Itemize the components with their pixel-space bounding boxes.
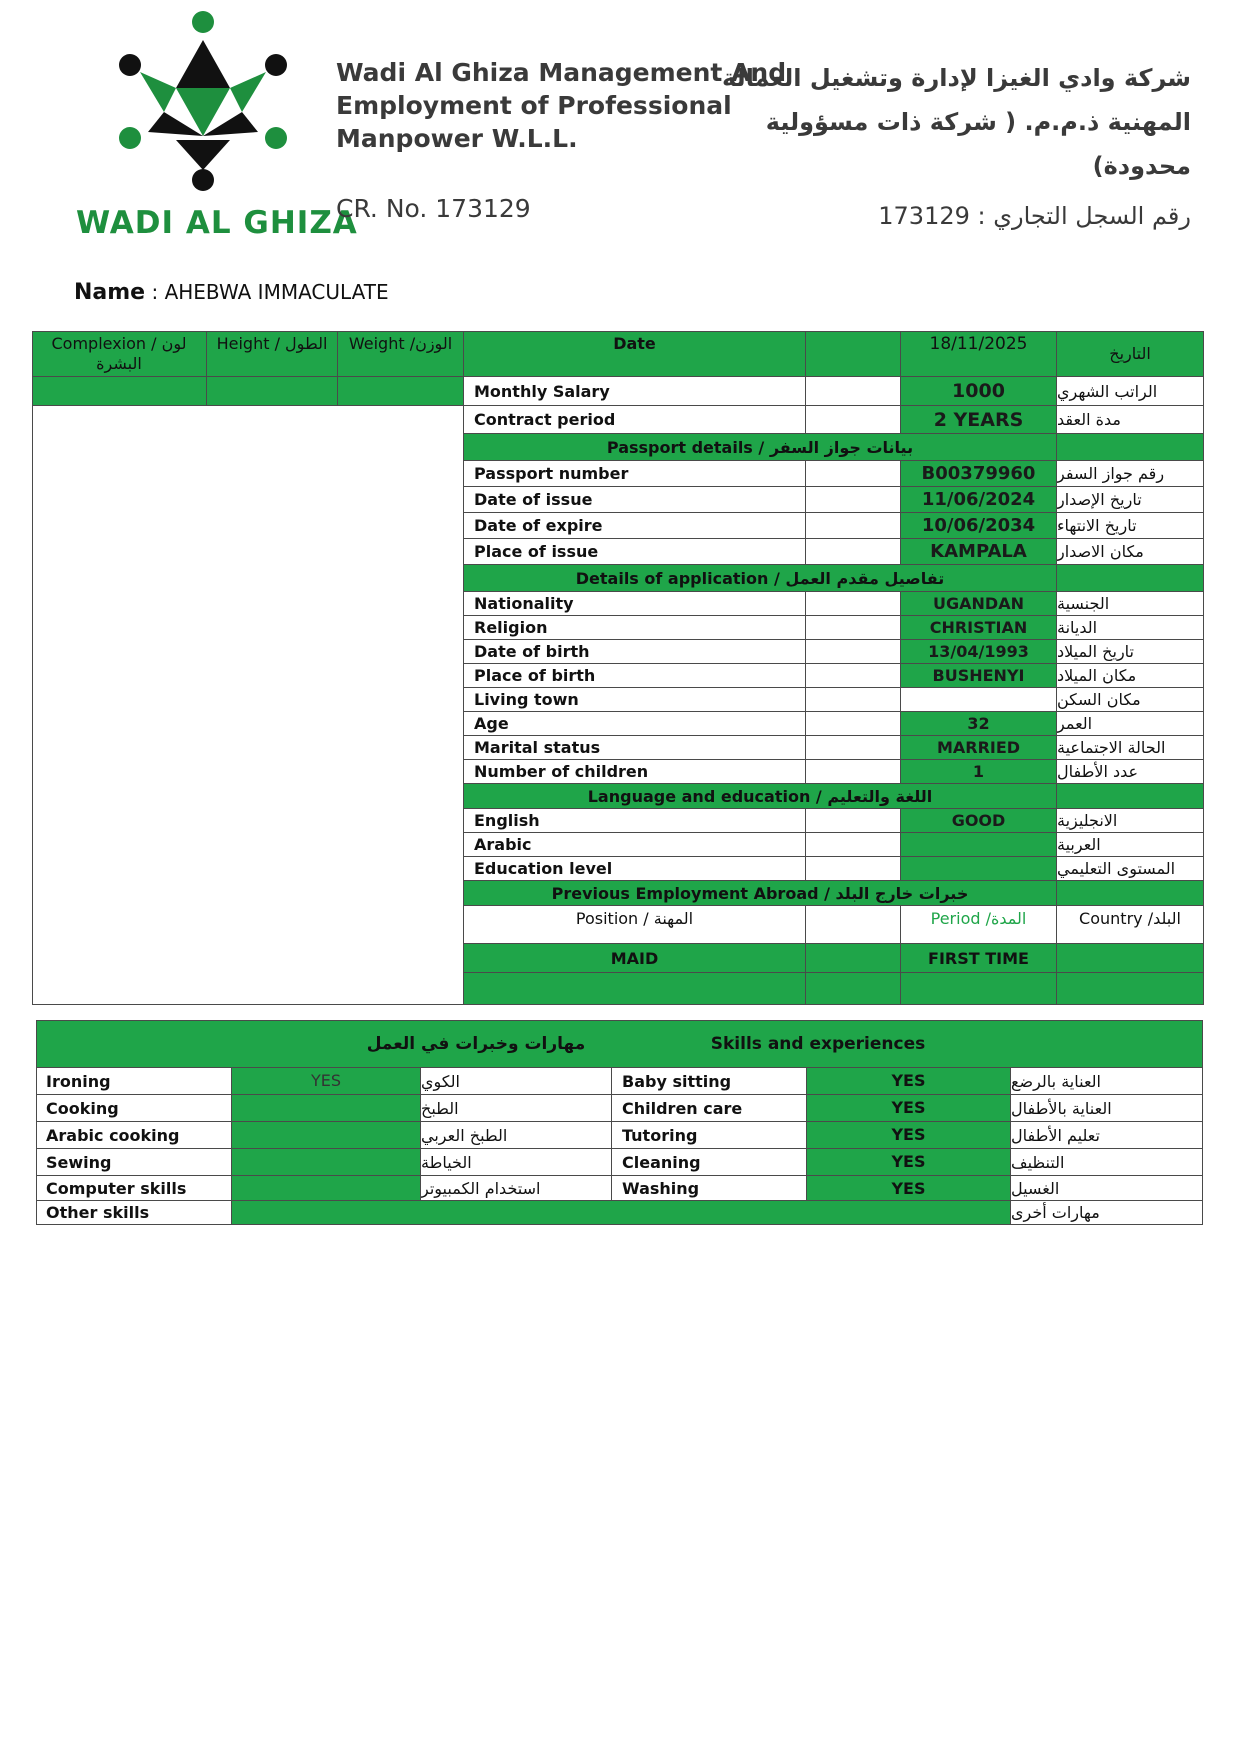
skill-label-ar: الطبخ العربي [421,1122,612,1149]
period-header: Period /المدة [901,906,1057,944]
passport-row-label-ar: تاريخ الإصدار [1057,487,1204,513]
skill-label: Cleaning [612,1149,807,1176]
application-row-value: BUSHENYI [901,664,1057,688]
application-row-label-ar: عدد الأطفال [1057,760,1204,784]
empty-row-cell [806,973,901,1005]
skill-label: Cooking [36,1095,232,1122]
application-row-spacer [806,688,901,712]
company-logo-icon [118,10,288,210]
application-row-label-ar: الديانة [1057,616,1204,640]
language-row-value: GOOD [901,809,1057,833]
employment-value-spacer [806,944,901,973]
passport-row-label: Date of issue [464,487,806,513]
company-name-ar-line: شركة وادي الغيزا لإدارة وتشغيل العمالة [722,64,1191,92]
language-row-value [901,857,1057,881]
passport-section-title: Passport details / بيانات جواز السفر [464,434,1057,461]
passport-row-label: Date of expire [464,513,806,539]
employment-section-spacer [1057,881,1204,906]
passport-row-spacer [806,513,901,539]
language-row-spacer [806,809,901,833]
photo-cell [32,406,464,1005]
other-skills-label: Other skills [36,1201,232,1225]
passport-row-label-ar: تاريخ الانتهاء [1057,513,1204,539]
skill-value: YES [807,1176,1011,1201]
company-name-ar-line: محدودة) [1092,152,1191,180]
skill-label-ar: العناية بالرضع [1011,1068,1203,1095]
skill-value: YES [807,1149,1011,1176]
other-skills-value [232,1201,1011,1225]
passport-row-spacer [806,461,901,487]
company-name-en-line: Employment of Professional [336,91,732,120]
language-row-label: Education level [464,857,806,881]
application-row-label: Place of birth [464,664,806,688]
skill-label-ar: التنظيف [1011,1149,1203,1176]
company-name-ar [722,56,1191,188]
date-label-ar: التاريخ [1057,331,1204,377]
company-name-en-line: Manpower W.L.L. [336,124,578,153]
name-separator: : [151,280,165,304]
contract-label: Contract period [464,406,806,434]
application-row-label-ar: العمر [1057,712,1204,736]
language-row-spacer [806,857,901,881]
candidate-name-row [74,280,389,305]
application-row-value: 1 [901,760,1057,784]
skills-header [36,1020,1203,1068]
contract-value: 2 YEARS [901,406,1057,434]
language-section-spacer [1057,784,1204,809]
company-name-en-line: Wadi Al Ghiza Management And [336,58,787,87]
skills-title-ar: مهارات وخبرات في العمل [366,1034,586,1054]
company-name-en [336,56,787,155]
application-row-label-ar: الجنسية [1057,592,1204,616]
letterhead [0,0,1241,270]
application-row-label-ar: مكان الميلاد [1057,664,1204,688]
skill-label-ar: تعليم الأطفال [1011,1122,1203,1149]
application-row-value [901,688,1057,712]
date-label: Date [464,331,806,377]
skill-value: YES [807,1068,1011,1095]
application-row-label-ar: تاريخ الميلاد [1057,640,1204,664]
skill-value: YES [232,1068,421,1095]
passport-row-spacer [806,539,901,565]
language-row-label-ar: العربية [1057,833,1204,857]
passport-row-label-ar: مكان الاصدار [1057,539,1204,565]
weight-value [338,377,464,406]
application-row-label: Age [464,712,806,736]
application-row-value: 13/04/1993 [901,640,1057,664]
complexion-value [32,377,207,406]
passport-row-value: KAMPALA [901,539,1057,565]
salary-label-ar: الراتب الشهري [1057,377,1204,406]
name-label: Name [74,280,146,305]
skill-label-ar: العناية بالأطفال [1011,1095,1203,1122]
empty-row-cell [1057,973,1204,1005]
employment-header-spacer [806,906,901,944]
skill-label: Washing [612,1176,807,1201]
application-row-spacer [806,760,901,784]
language-row-label-ar: الانجليزية [1057,809,1204,833]
height-header: Height / الطول [207,331,338,377]
language-section-title: Language and education / اللغة والتعليم [464,784,1057,809]
passport-row-label-ar: رقم جواز السفر [1057,461,1204,487]
application-row-spacer [806,640,901,664]
skill-label: Tutoring [612,1122,807,1149]
passport-row-spacer [806,487,901,513]
empty-row-cell [464,973,806,1005]
skill-label: Children care [612,1095,807,1122]
application-row-spacer [806,736,901,760]
skill-value [232,1149,421,1176]
application-row-spacer [806,664,901,688]
application-section-spacer [1057,565,1204,592]
cr-number-en: CR. No. 173129 [336,194,531,223]
country-header: Country /البلد [1057,906,1204,944]
date-value: 18/11/2025 [901,331,1057,377]
skill-label: Baby sitting [612,1068,807,1095]
employment-position: MAID [464,944,806,973]
candidate-name: AHEBWA IMMACULATE [164,280,389,304]
skill-label: Ironing [36,1068,232,1095]
weight-header: Weight /الوزن [338,331,464,377]
skill-value [232,1122,421,1149]
language-row-label-ar: المستوى التعليمي [1057,857,1204,881]
skill-label-ar: الغسيل [1011,1176,1203,1201]
language-row-spacer [806,833,901,857]
company-name-ar-line: المهنية ذ.م.م. ( شركة ذات مسؤولية [765,108,1191,136]
logo-wordmark: WADI AL GHIZA [76,205,358,241]
salary-spacer [806,377,901,406]
complexion-header: Complexion / لون البشرة [32,331,207,377]
skill-label-ar: استخدام الكمبيوتر [421,1176,612,1201]
candidate-details-table [32,331,1204,1005]
passport-section-spacer [1057,434,1204,461]
application-row-value: UGANDAN [901,592,1057,616]
skill-label: Computer skills [36,1176,232,1201]
application-row-spacer [806,712,901,736]
application-section-title: Details of application / تفاصيل مقدم العمل [464,565,1057,592]
passport-row-value: 11/06/2024 [901,487,1057,513]
date-spacer [806,331,901,377]
language-row-label: Arabic [464,833,806,857]
application-row-label: Number of children [464,760,806,784]
application-row-label-ar: الحالة الاجتماعية [1057,736,1204,760]
salary-label: Monthly Salary [464,377,806,406]
application-row-label: Religion [464,616,806,640]
height-value [207,377,338,406]
skill-label-ar: الكوي [421,1068,612,1095]
employment-section-title: Previous Employment Abroad / خبرات خارج البلد [464,881,1057,906]
application-row-spacer [806,592,901,616]
skill-value: YES [807,1095,1011,1122]
skill-label: Sewing [36,1149,232,1176]
skill-value [232,1176,421,1201]
application-row-label: Nationality [464,592,806,616]
passport-row-value: 10/06/2034 [901,513,1057,539]
application-row-label: Date of birth [464,640,806,664]
application-row-value: CHRISTIAN [901,616,1057,640]
application-row-value: MARRIED [901,736,1057,760]
skills-table [36,1020,1203,1225]
contract-spacer [806,406,901,434]
passport-row-label: Passport number [464,461,806,487]
position-header: Position / المهنة [464,906,806,944]
salary-value: 1000 [901,377,1057,406]
other-skills-label-ar: مهارات أخرى [1011,1201,1203,1225]
skill-label-ar: الطبخ [421,1095,612,1122]
language-row-label: English [464,809,806,833]
employment-country [1057,944,1204,973]
application-row-label: Marital status [464,736,806,760]
skill-label-ar: الخياطة [421,1149,612,1176]
contract-label-ar: مدة العقد [1057,406,1204,434]
application-row-value: 32 [901,712,1057,736]
application-row-label-ar: مكان السكن [1057,688,1204,712]
application-row-label: Living town [464,688,806,712]
application-row-spacer [806,616,901,640]
language-row-value [901,833,1057,857]
skill-value: YES [807,1122,1011,1149]
passport-row-label: Place of issue [464,539,806,565]
skill-value [232,1095,421,1122]
cr-number-ar: رقم السجل التجاري : 173129 [878,202,1191,230]
skill-label: Arabic cooking [36,1122,232,1149]
passport-row-value: B00379960 [901,461,1057,487]
employment-period: FIRST TIME [901,944,1057,973]
skills-title-en: Skills and experiences [710,1034,926,1054]
empty-row-cell [901,973,1057,1005]
